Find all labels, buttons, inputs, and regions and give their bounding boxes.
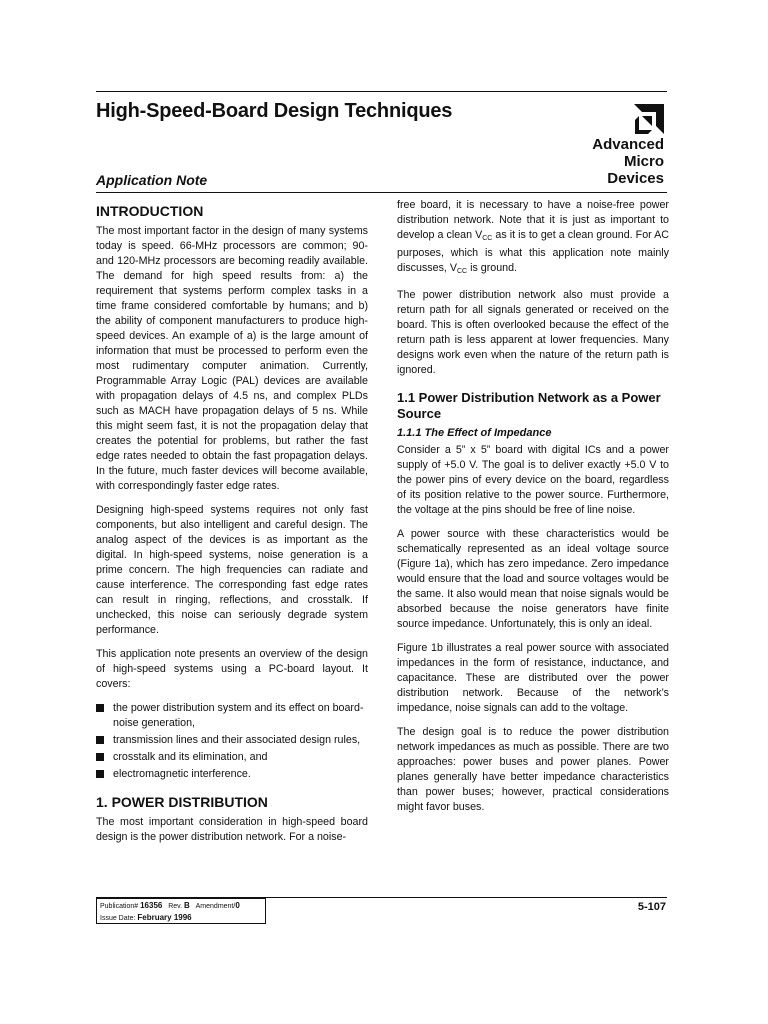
power-paragraph-1-text-c: is ground. xyxy=(467,262,518,274)
publication-number: 16356 xyxy=(140,901,163,910)
publication-info-box xyxy=(96,898,266,924)
list-item xyxy=(96,750,368,765)
vcc-subscript: CC xyxy=(482,235,493,242)
revision-value: B xyxy=(184,901,190,910)
left-column xyxy=(96,203,368,854)
publication-label: Publication# xyxy=(100,903,139,910)
amd-logo-icon xyxy=(630,104,664,134)
application-note-label: Application Note xyxy=(96,172,208,188)
list-item-text: crosstalk and its elimination, and xyxy=(113,751,268,763)
section-1-paragraph: The most important consideration in high-speed board design is the power distribution network. For a noise- xyxy=(96,816,368,843)
top-rule xyxy=(96,91,667,92)
introduction-heading: INTRODUCTION xyxy=(96,203,204,219)
square-bullet-icon xyxy=(96,704,104,712)
section-1-1-1-heading: 1.1.1 The Effect of Impedance xyxy=(397,427,552,439)
impedance-paragraph-3: Figure 1b illustrates a real power source with associated impedances in the form of resistance, inductance, and capacitance. These are distributed over the power distribution network. Because of the network’s impedance, noise signals can add to the voltage. xyxy=(397,642,669,714)
issue-date-line xyxy=(100,912,262,924)
list-item xyxy=(96,733,368,748)
power-paragraph-1-text-a: free board, it is necessary to have a noise-free power distribution network. Note that it is just as important to develop a clean V xyxy=(397,199,669,241)
section-1-1-heading: 1.1 Power Distribution Network as a Power Source xyxy=(397,390,661,421)
amendment-value: 0 xyxy=(235,901,240,910)
list-item xyxy=(96,701,368,731)
section-1-heading: 1. POWER DISTRIBUTION xyxy=(96,794,268,810)
coverage-list xyxy=(96,701,368,782)
impedance-paragraph-1: Consider a 5” x 5” board with digital ICs and a power supply of +5.0 V. The goal is to deliver exactly +5.0 V to the power pins of every device on the board, regardless of its position relative to the power source. Furthermore, the voltage at the pins should be free of line noise. xyxy=(397,444,669,516)
issue-date-value: February 1996 xyxy=(137,913,192,922)
square-bullet-icon xyxy=(96,753,104,761)
list-item-text: electromagnetic interference. xyxy=(113,768,251,780)
page-number: 5-107 xyxy=(637,901,666,913)
intro-paragraph-3: This application note presents an overview of the design of high-speed systems using a PC-board layout. It covers: xyxy=(96,648,368,690)
intro-paragraph-1: The most important factor in the design of many systems today is speed. 66-MHz processors are common; 90- and 120-MHz processors are becoming readily available. The demand for high speed results from: a) the requirement that systems perform complex tasks in a time frame considered comfortable by humans; and b) the ability of component manufacturers to produce high-speed devices. An example of a) is the large amount of information that must be processed to perform even the most rudimentary computer animation. Currently, Programmable Array Logic (PAL) devices are available with propagation delays of 4.5 ns, and complex PLDs such as MACH have propagation delays of 5 ns. While this might seem fast, it is not the propagation delay that creates the potential for problems, but rather the fast edge rates needed to obtain the fast propagation delays. In the future, much faster devices will become available, with correspondingly faster edge rates. xyxy=(96,225,368,492)
revision-label: Rev. xyxy=(168,903,183,910)
brand-line-advanced: Advanced xyxy=(592,136,664,153)
power-paragraph-1-text-b: as it is to get a clean ground. For AC purposes, which is what this application note mainly discusses, V xyxy=(397,229,670,274)
impedance-paragraph-2: A power source with these characteristics would be schematically represented as an ideal voltage source (Figure 1a), which has zero impedance. Zero impedance would ensure that the load and source voltages would be the same. It also would mean that noise signals would be absorbed because the noise generators have finite source impedance. Unfortunately, this is only an ideal. xyxy=(397,528,669,630)
vcc-subscript: CC xyxy=(457,268,468,275)
issue-date-label: Issue Date: xyxy=(100,915,136,922)
list-item-text: transmission lines and their associated design rules, xyxy=(113,734,361,746)
square-bullet-icon xyxy=(96,770,104,778)
list-item xyxy=(96,767,368,782)
power-paragraph-1 xyxy=(397,198,669,279)
brand-line-micro: Micro xyxy=(623,153,664,170)
amendment-label: Amendment/ xyxy=(195,903,236,910)
subtitle-rule xyxy=(96,192,667,193)
square-bullet-icon xyxy=(96,736,104,744)
list-item-text: the power distribution system and its effect on board-noise generation, xyxy=(113,702,364,729)
publication-line xyxy=(100,900,262,912)
brand-line-devices: Devices xyxy=(607,170,664,187)
brand-name xyxy=(592,136,664,187)
intro-paragraph-2: Designing high-speed systems requires not only fast components, but also intelligent and careful design. The analog aspect of the devices is as important as the digital. In high-speed systems, noise generation is a prime concern. The high frequencies can radiate and cause interference. The corresponding fast edge rates can result in ringing, reflections, and crosstalk. If unchecked, this noise can seriously degrade system performance. xyxy=(96,504,368,636)
power-paragraph-2: The power distribution network also must provide a return path for all signals generated or received on the board. This is often overlooked because the effect of the return path is less apparent at lower frequencies. Many designs work even when the nature of the return path is ignored. xyxy=(397,289,669,376)
impedance-paragraph-4: The design goal is to reduce the power distribution network impedances as much as possible. There are two approaches: power buses and power planes. Power planes generally have better impedance characteristics than power buses; however, practical considerations might favor buses. xyxy=(397,726,669,813)
right-column xyxy=(397,198,669,824)
page-title: High-Speed-Board Design Techniques xyxy=(96,100,453,122)
